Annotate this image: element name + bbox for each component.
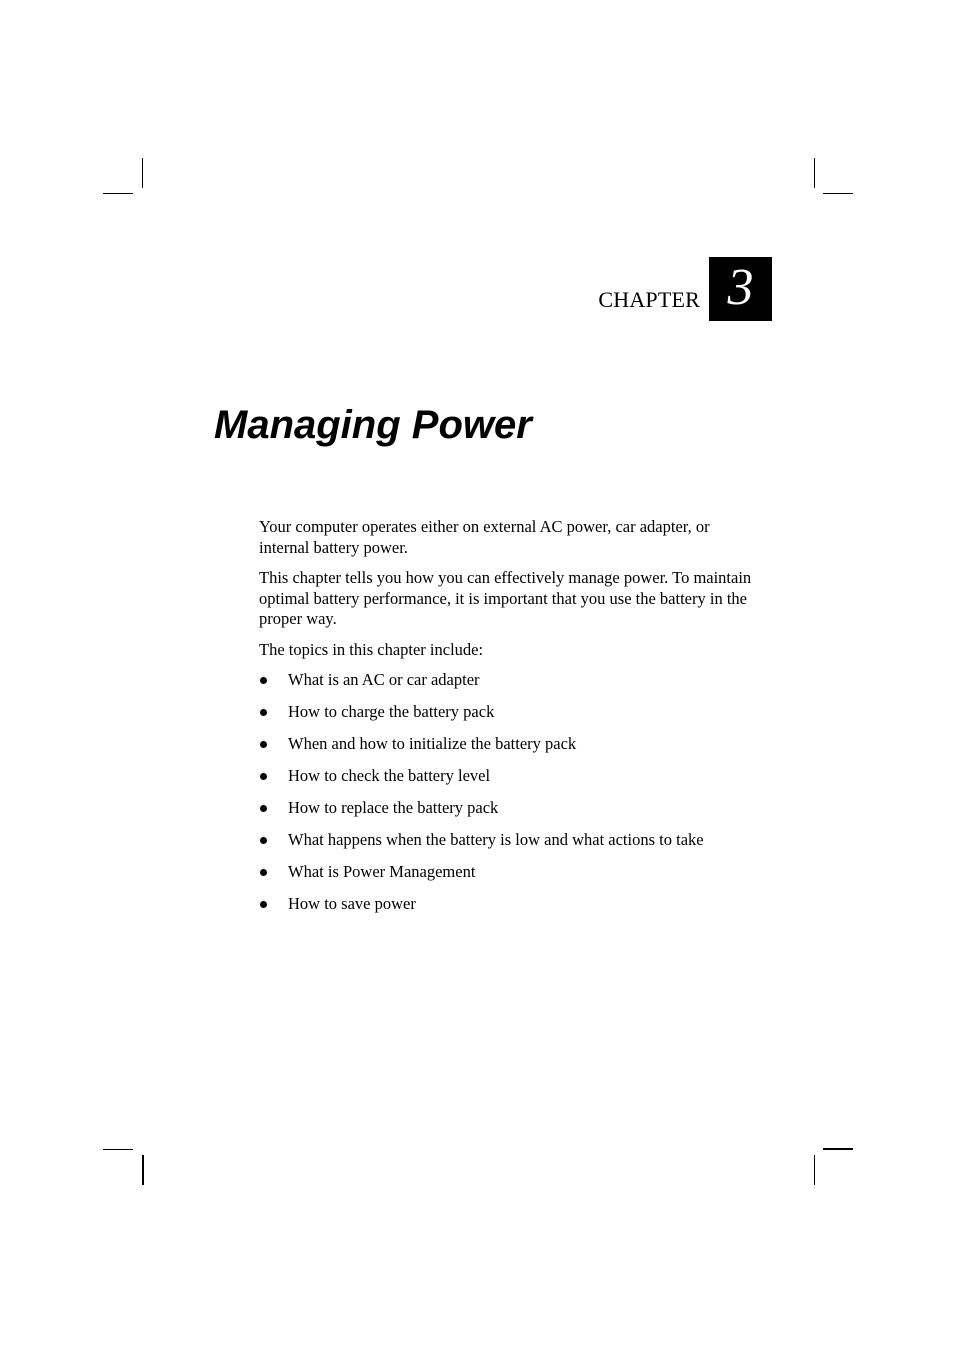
topic-text: How to check the battery level [288,766,491,785]
topic-text: How to replace the battery pack [288,798,499,817]
topic-text: What is Power Management [288,862,476,881]
bullet-icon [260,677,267,684]
crop-mark-top-right-vertical [814,158,815,188]
chapter-number-box [709,257,772,321]
bullet-icon [260,773,267,780]
topic-item [259,734,759,766]
crop-mark-bottom-right-vertical [814,1155,815,1185]
topic-item [259,670,759,702]
chapter-label: CHAPTER [598,287,700,312]
topic-text: What is an AC or car adapter [288,670,480,689]
topics-list [259,670,759,926]
crop-mark-bottom-left-vertical [142,1155,144,1185]
bullet-icon [260,837,267,844]
topic-text: How to save power [288,894,416,913]
intro-paragraph-1: Your computer operates either on external AC power, car adapter, or internal battery power. [259,517,710,557]
topic-text: What happens when the battery is low and what actions to take [288,830,704,849]
topic-item [259,862,759,894]
bullet-icon [260,869,267,876]
bullet-icon [260,709,267,716]
chapter-number: 3 [727,259,754,316]
bullet-icon [260,805,267,812]
topic-item [259,894,759,926]
crop-mark-bottom-left-horizontal [103,1149,133,1150]
topic-item [259,798,759,830]
intro-paragraph-2: This chapter tells you how you can effectively manage power. To maintain optimal battery performance, it is important that you use the battery in the proper way. [259,568,752,628]
page-title: Managing Power [214,403,532,447]
topic-text: How to charge the battery pack [288,702,495,721]
chapter-body [259,517,759,926]
topic-text: When and how to initialize the battery pack [288,734,577,753]
topic-item [259,702,759,734]
topic-item [259,830,759,862]
crop-mark-top-left-vertical [142,158,143,188]
crop-mark-top-left-horizontal [103,193,133,194]
bullet-icon [260,741,267,748]
crop-mark-bottom-right-horizontal [823,1148,853,1150]
bullet-icon [260,901,267,908]
intro-paragraph-3: The topics in this chapter include: [259,639,484,659]
topic-item [259,766,759,798]
crop-mark-top-right-horizontal [823,193,853,194]
